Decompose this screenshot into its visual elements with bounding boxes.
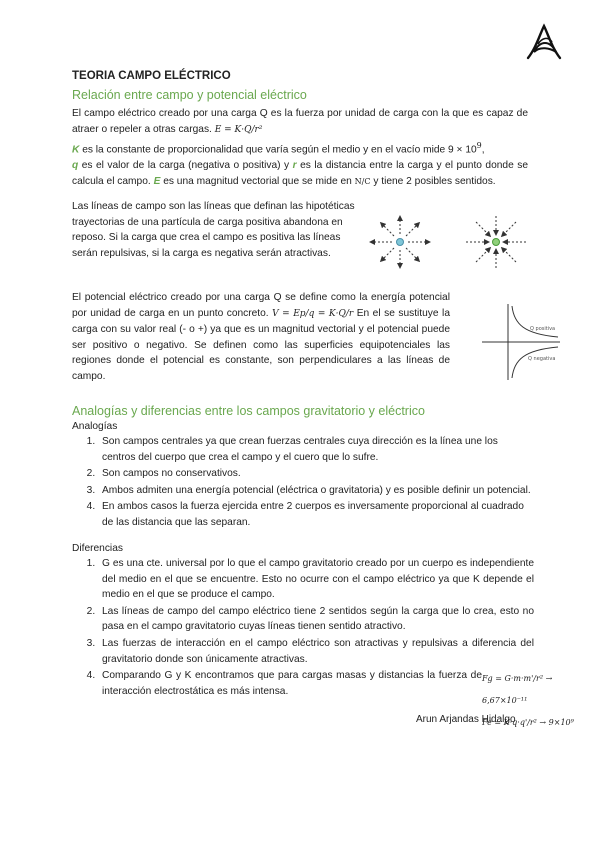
- section-heading-analogias: Analogías y diferencias entre los campos gravitatorio y eléctrico: [72, 404, 425, 418]
- paragraph-k-constant: K es la constante de proporcionalidad que varía según el medio y en el vacío mide $9 \times 10^9$, q es el valor de la carga (negativa o positiva) y r es la distancia entre la carga y el punto donde se calcula el campo. E es una magnitud vectorial que se mide en N/C y tiene 2 posibles sentidos.: [72, 141, 528, 187]
- analogias-list: [72, 434, 534, 532]
- list-item: 2. Las líneas de campo del campo eléctrico tiene 2 sentidos según la carga que lo crea, esto no pasa en el campo gravitatorio cuyas líneas tienen sentido atractivo.: [98, 604, 534, 635]
- positive-charge-field: [372, 218, 428, 266]
- electric-force-formula: Fe = K·q·q'/r² → 9×10⁹: [482, 718, 574, 727]
- paragraph-field-lines: Las líneas de campo son las líneas que definan las hipotéticas trayectorias de una partícula de carga positiva abandona en reposo. Si la carga que crea el campo es positiva las líneas serán repulsivas, si la carga es negativa serán atractivas.: [72, 201, 355, 259]
- paragraph-potencial: El potencial eléctrico creado por una carga Q se define como la energía potencial por unidad de carga en un punto concreto. V = Ep/q = K·Q/r En el se sustituye la carga con su valor real (- o +) ya que es un magnitud vectorial y el potencial puede ser positivo o negativo. Se definen como las superficies equipotenciales las regiones donde el potencial es constante, son perpendiculares a las líneas de campo.: [72, 292, 450, 382]
- unit-n-per-c: N/C: [354, 176, 371, 186]
- section-heading-relation: Relación entre campo y potencial eléctrico: [72, 88, 307, 102]
- paragraph-campo: El campo eléctrico creado por una carga Q es la fuerza por unidad de carga con la que es capaz de atraer o repeler a otras cargas. E = K·Q/r²: [72, 108, 528, 135]
- electric-field-formula: E = K·Q/r²: [214, 124, 263, 135]
- list-item: 2. Son campos no conservativos.: [98, 466, 534, 482]
- potential-formula: V = Ep/q = K·Q/r: [272, 308, 354, 319]
- gravitational-force-formula: Fg = G·m·m'/r² → 6,67×10⁻¹¹: [482, 674, 553, 705]
- graph-label-positive: Q positiva: [530, 326, 556, 332]
- diferencias-label: Diferencias: [72, 543, 123, 554]
- author-footer: Arun Arjandas Hidalgo: [416, 714, 516, 725]
- negative-charge-field: [466, 216, 526, 268]
- potential-graph: [478, 300, 562, 384]
- page-title: TEORIA CAMPO ELÉCTRICO: [72, 70, 231, 82]
- diferencias-list: [72, 556, 534, 700]
- list-item: 3. Ambos admiten una energía potencial (eléctrica o gravitatoria) y es posible definir un potencial.: [98, 483, 534, 499]
- stylized-a-logo-icon: [522, 22, 566, 62]
- field-lines-diagram: [360, 206, 540, 278]
- analogias-label: Analogías: [72, 421, 118, 432]
- list-item: 1. G es una cte. universal por lo que el campo gravitatorio creado por un cuerpo es independiente del medio en el que se encuentre. Esto no ocurre con el campo eléctrico ya que K depende el medio en el que se produce el campo.: [98, 556, 534, 603]
- list-item: 4. En ambos casos la fuerza ejercida entre 2 cuerpos es inversamente proporcional al cuadrado de las distancia que las separan.: [98, 499, 534, 530]
- list-item: 1. Son campos centrales ya que crean fuerzas centrales cuya dirección es la línea une los centros del cuerpo que crea el campo y el cuero que lo sufre.: [98, 434, 534, 465]
- list-item: 3. Las fuerzas de interacción en el campo eléctrico son atractivas y repulsivas a diferencia del gravitatorio donde son únicamente atractivas.: [98, 636, 534, 667]
- list-item: 4. Comparando G y K encontramos que para cargas masas y distancias la fuerza de interacción electrostática es más intensa.: [98, 668, 482, 699]
- graph-label-negative: Q negativa: [528, 356, 556, 362]
